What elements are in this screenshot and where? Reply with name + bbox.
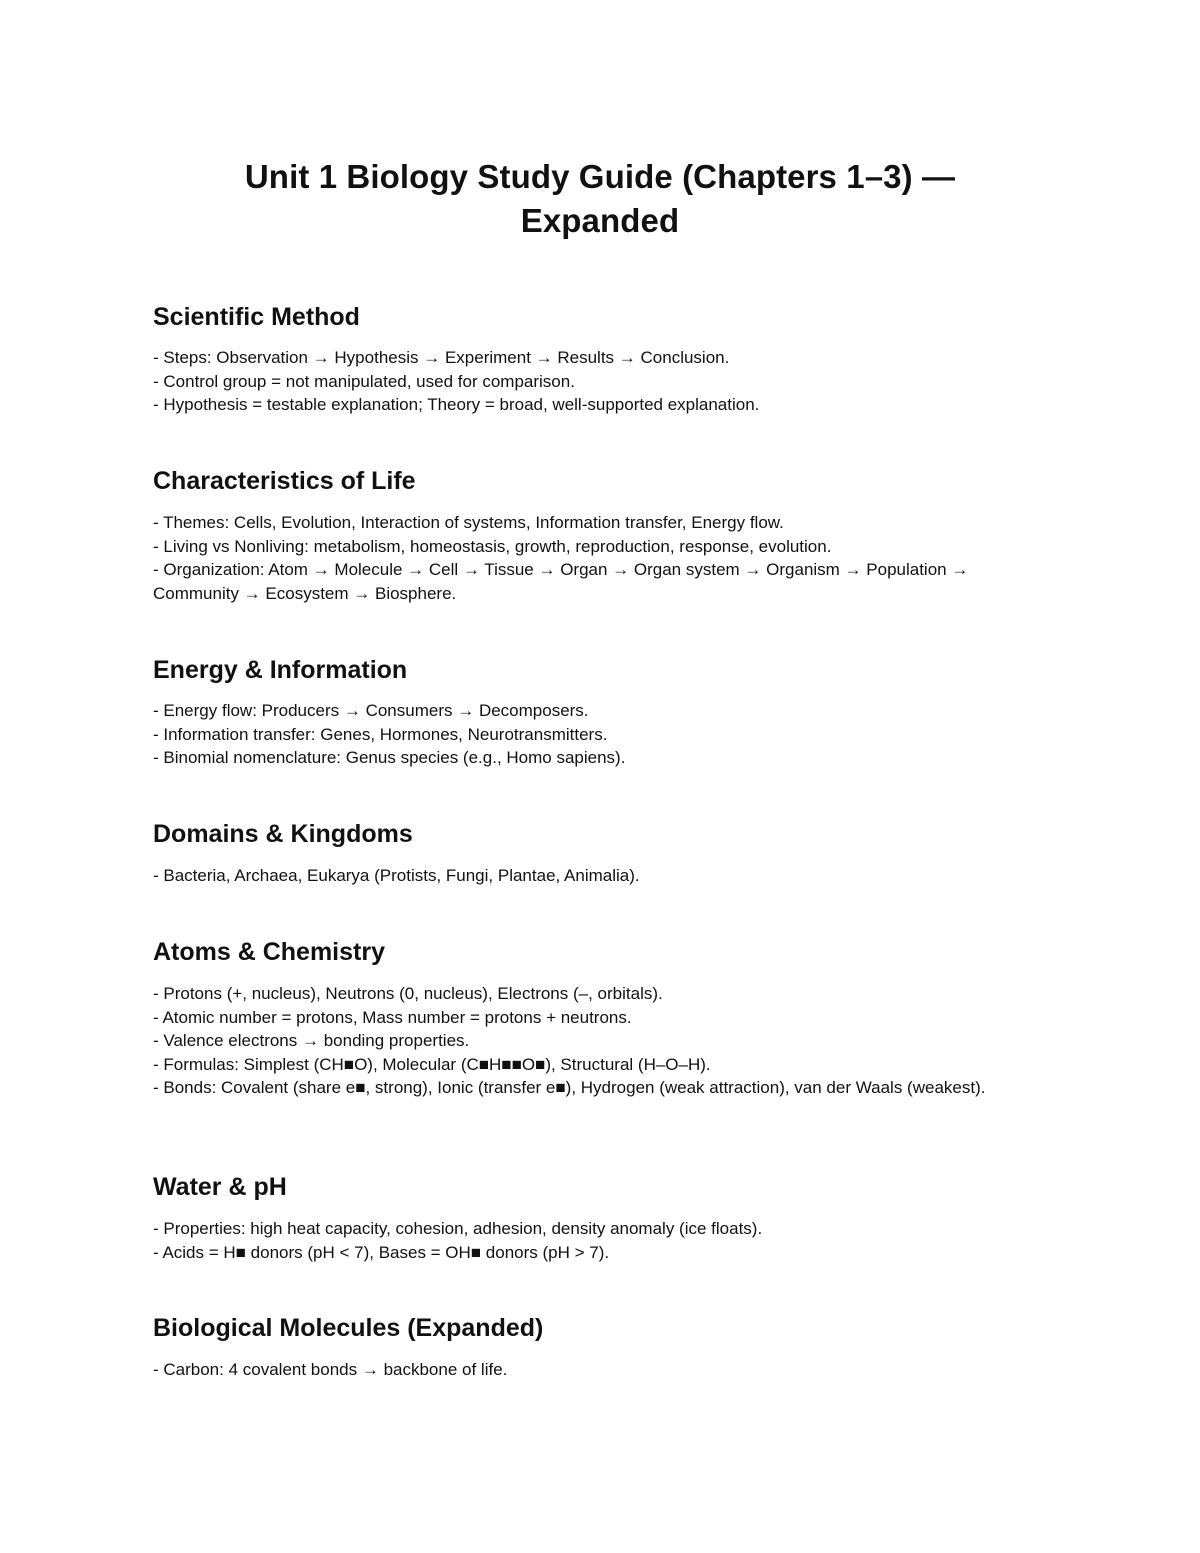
section-heading-domains-kingdoms: Domains & Kingdoms: [153, 820, 413, 848]
section-heading-energy-information: Energy & Information: [153, 656, 408, 684]
section-heading-characteristics-of-life: Characteristics of Life: [153, 467, 416, 495]
bullet-line: - Energy flow: Producers → Consumers → Decomposers.: [153, 701, 589, 720]
bullet-line: - Hypothesis = testable explanation; Theory = broad, well-supported explanation.: [153, 395, 760, 414]
section-body-domains-kingdoms: [153, 864, 1033, 888]
section-body-scientific-method: [153, 346, 1033, 417]
section-heading-biological-molecules: Biological Molecules (Expanded): [153, 1314, 544, 1342]
document-title: [150, 155, 1050, 243]
bullet-line: - Acids = H■ donors (pH < 7), Bases = OH■ donors (pH > 7).: [153, 1242, 610, 1262]
bullet-line: - Organization: Atom → Molecule → Cell → Tissue → Organ → Organ system → Organism → Population → Community → Ecosystem → Biosphere.: [153, 560, 969, 603]
bullet-line: - Control group = not manipulated, used for comparison.: [153, 371, 575, 391]
bullet-line: - Bonds: Covalent (share e■, strong), Ionic (transfer e■), Hydrogen (weak attraction), van der Waals (weakest).: [153, 1078, 986, 1097]
section-body-characteristics-of-life: [153, 511, 1033, 605]
bullet-line: - Steps: Observation → Hypothesis → Experiment → Results → Conclusion.: [153, 348, 730, 367]
bullet-line: - Valence electrons → bonding properties.: [153, 1031, 470, 1050]
bullet-line: - Protons (+, nucleus), Neutrons (0, nucleus), Electrons (–, orbitals).: [153, 984, 663, 1003]
section-body-water-ph: [153, 1217, 1033, 1264]
section-heading-water-ph: Water & pH: [153, 1173, 287, 1201]
section-body-atoms-chemistry: [153, 982, 1033, 1100]
bullet-line: - Information transfer: Genes, Hormones, Neurotransmitters.: [153, 724, 608, 744]
section-body-energy-information: [153, 699, 1033, 770]
bullet-line: - Bacteria, Archaea, Eukarya (Protists, Fungi, Plantae, Animalia).: [153, 866, 640, 885]
bullet-line: - Formulas: Simplest (CH■O), Molecular (C■H■■O■), Structural (H–O–H).: [153, 1054, 711, 1074]
section-heading-scientific-method: Scientific Method: [153, 303, 360, 331]
bullet-line: - Atomic number = protons, Mass number = protons + neutrons.: [153, 1007, 632, 1027]
bullet-line: - Binomial nomenclature: Genus species (e.g., Homo sapiens).: [153, 748, 626, 767]
bullet-line: - Living vs Nonliving: metabolism, homeostasis, growth, reproduction, response, evolution.: [153, 536, 832, 556]
bullet-line: - Properties: high heat capacity, cohesion, adhesion, density anomaly (ice floats).: [153, 1219, 763, 1238]
section-heading-atoms-chemistry: Atoms & Chemistry: [153, 938, 385, 966]
section-body-biological-molecules: [153, 1358, 1033, 1382]
title-line-2: Expanded: [520, 202, 680, 239]
title-line-1: Unit 1 Biology Study Guide (Chapters 1–3) —: [244, 158, 956, 195]
bullet-line: - Carbon: 4 covalent bonds → backbone of life.: [153, 1360, 508, 1379]
bullet-line: - Themes: Cells, Evolution, Interaction of systems, Information transfer, Energy flow.: [153, 513, 784, 532]
